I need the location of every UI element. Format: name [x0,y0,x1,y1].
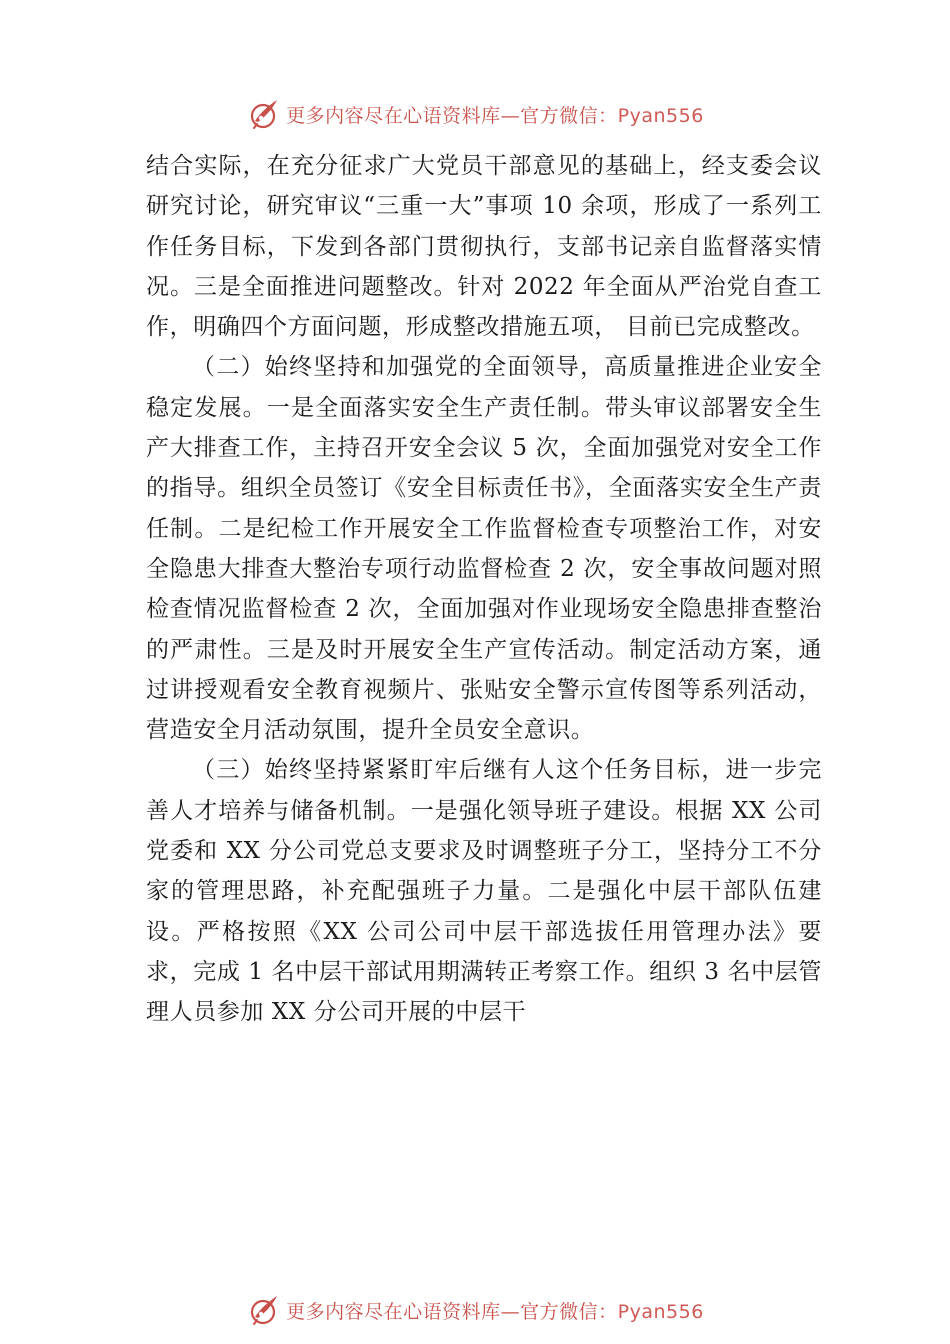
paragraph-3: （三）始终坚持紧紧盯牢后继有人这个任务目标，进一步完善人才培养与储备机制。一是强化领导班子建设。根据 XX 公司党委和 XX 分公司党总支要求及时调整班子分工，坚持分工不分家的管理思路，补充配强班子力量。二是强化中层干部队伍建设。严格按照《XX 公司公司中层干部选拔任用管理办法》要求，完成 1 名中层干部试用期满转正考察工作。组织 3 名中层管理人员参加 XX 分公司开展的中层干 [146,757,822,1026]
document-body [146,146,822,1033]
watermark-header [0,94,950,134]
watermark-wechat-id: Pyan556 [617,1300,704,1323]
quill-logo-icon [246,1293,280,1327]
watermark-wechat-id: Pyan556 [617,104,704,127]
watermark-text [286,101,704,128]
watermark-footer [0,1290,950,1330]
paragraph-1: 结合实际，在充分征求广大党员干部意见的基础上，经支委会议研究讨论，研究审议“三重一大”事项 10 余项，形成了一系列工作任务目标，下发到各部门贯彻执行，支部书记亲自监督落实情况。三是全面推进问题整改。针对 2022 年全面从严治党自查工作，明确四个方面问题，形成整改措施五项， 目前已完成整改。 [146,153,822,341]
quill-logo-icon [246,97,280,131]
watermark-text [286,1297,704,1324]
paragraph-2: （二）始终坚持和加强党的全面领导，高质量推进企业安全稳定发展。一是全面落实安全生产责任制。带头审议部署安全生产大排查工作，主持召开安全会议 5 次，全面加强党对安全工作的指导。组织全员签订《安全目标责任书》，全面落实安全生产责任制。二是纪检工作开展安全工作监督检查专项整治工作，对安全隐患大排查大整治专项行动监督检查 2 次，安全事故问题对照检查情况监督检查 2 次，全面加强对作业现场安全隐患排查整治的严肃性。三是及时开展安全生产宣传活动。制定活动方案，通过讲授观看安全教育视频片、张贴安全警示宣传图等系列活动，营造安全月活动氛围，提升全员安全意识。 [146,354,822,744]
watermark-label: 更多内容尽在心语资料库—官方微信： [286,104,618,127]
watermark-label: 更多内容尽在心语资料库—官方微信： [286,1300,618,1323]
